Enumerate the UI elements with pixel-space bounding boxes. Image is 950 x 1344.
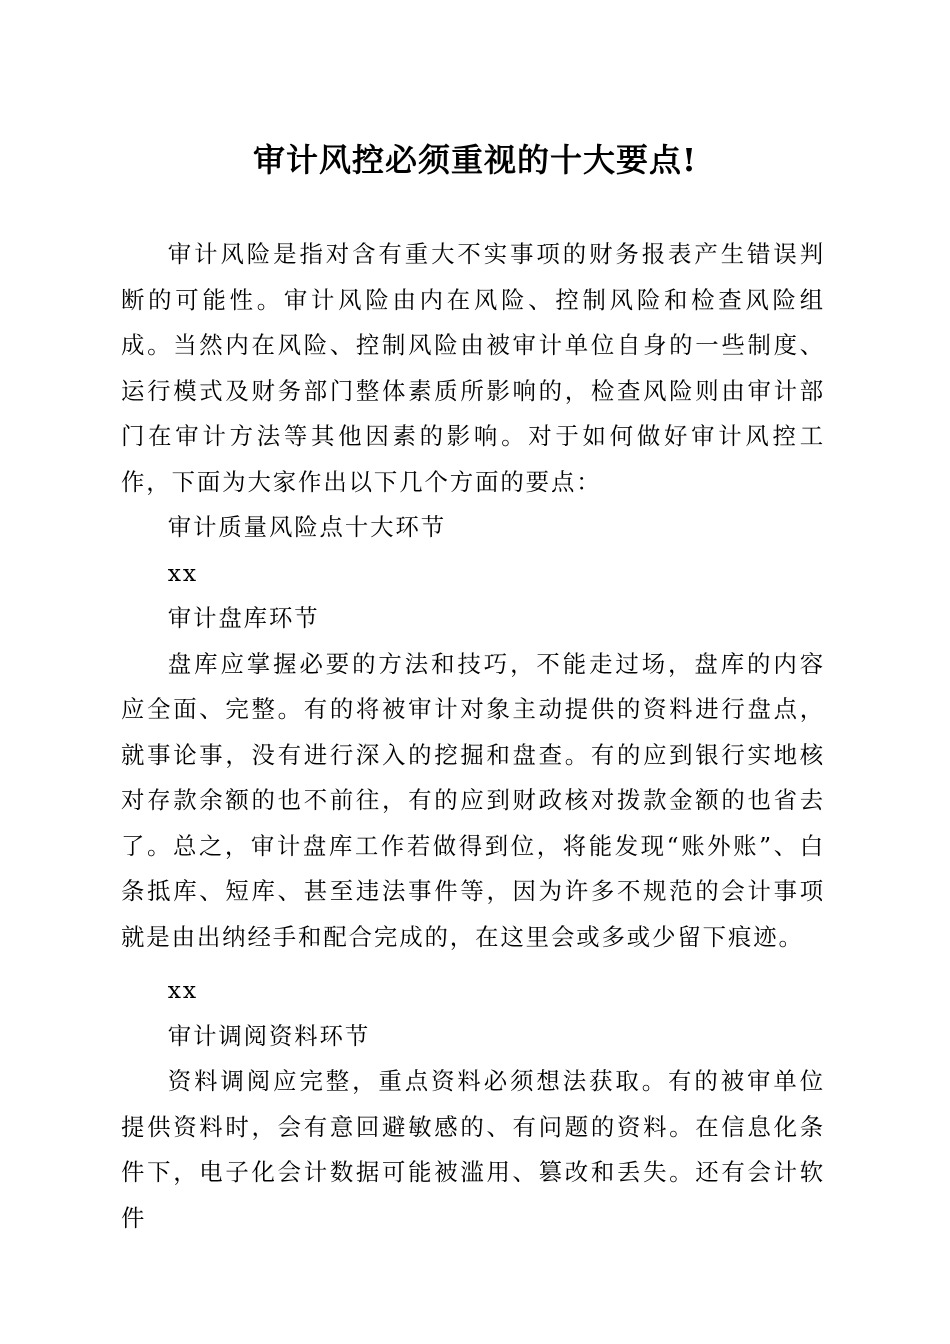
paragraph-intro: 审计风险是指对含有重大不实事项的财务报表产生错误判断的可能性。审计风险由内在风险、控制风险和检查风险组成。当然内在风险、控制风险由被审计单位自身的一些制度、运行模式及财务部门整体素质所影响的，检查风险则由审计部门在审计方法等其他因素的影响。对于如何做好审计风控工作，下面为大家作出以下几个方面的要点： [121, 240, 825, 496]
paragraph-body: 盘库应掌握必要的方法和技巧，不能走过场，盘库的内容应全面、完整。有的将被审计对象主动提供的资料进行盘点，就事论事，没有进行深入的挖掘和盘查。有的应到银行实地核对存款余额的也不前往，有的应到财政核对拨款金额的也省去了。总之，审计盘库工作若做得到位，将能发现“账外账”、白条抵库、短库、甚至违法事件等，因为许多不规范的会计事项就是由出纳经手和配合完成的，在这里会或多或少留下痕迹。 [121, 649, 825, 951]
section-heading: 审计质量风险点十大环节 [167, 513, 446, 541]
subsection-heading: 审计盘库环节 [167, 604, 320, 632]
placeholder-text: xx [167, 976, 198, 1004]
paragraph-body: 资料调阅应完整，重点资料必须想法获取。有的被审单位提供资料时，会有意回避敏感的、有问题的资料。在信息化条件下，电子化会计数据可能被滥用、篡改和丢失。还有会计软件 [121, 1067, 825, 1232]
document-body [121, 232, 825, 1241]
placeholder-text: xx [167, 558, 198, 587]
subsection-heading: 审计调阅资料环节 [167, 1021, 371, 1050]
document-title: 审计风控必须重视的十大要点! [252, 141, 698, 179]
